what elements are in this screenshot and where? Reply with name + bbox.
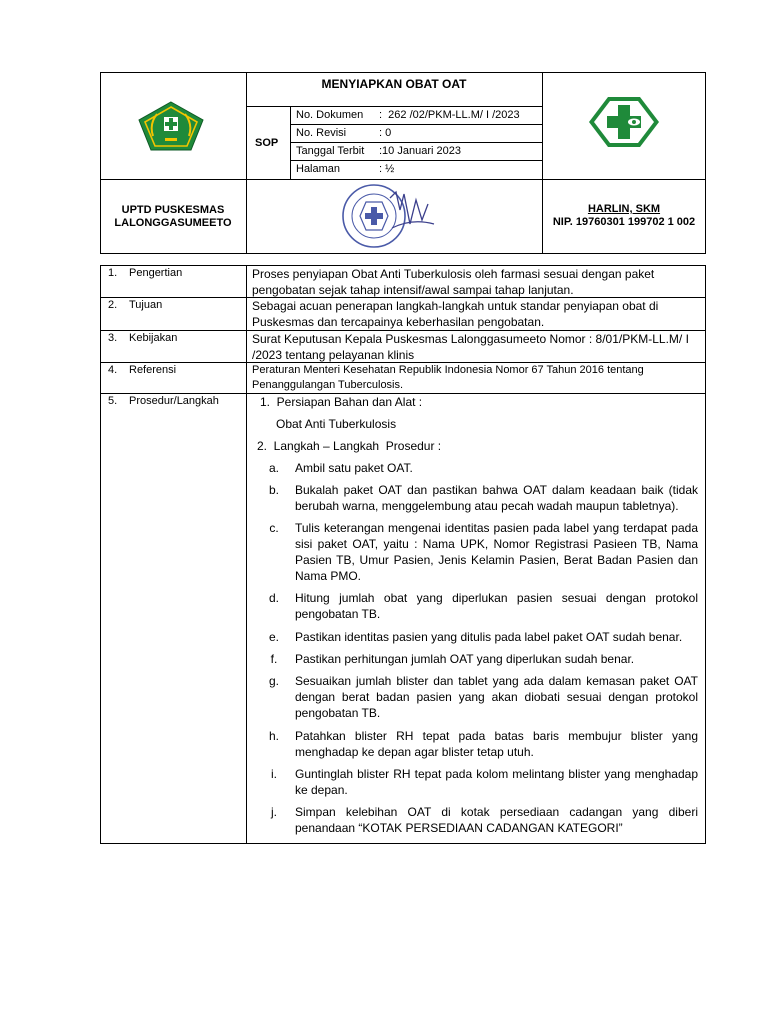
step-text: Pastikan perhitungan jumlah OAT yang diperlukan sudah benar. (295, 652, 635, 666)
procedure-heading-2: 2. Langkah – Langkah Prosedur : (257, 439, 442, 453)
section-number: 5. (108, 395, 118, 407)
meta-value-no-revisi: : 0 (379, 127, 392, 139)
section-content-pengertian: Proses penyiapan Obat Anti Tuberkulosis oleh farmasi sesuai dengan paket pengobatan sejak tahap intensif/awal sampai tahap lanjutan. (252, 267, 655, 297)
step-marker: f. (270, 652, 278, 666)
section-label-pengertian: Pengertian (129, 267, 183, 279)
step-marker: b. (268, 483, 279, 497)
step-text: Pastikan identitas pasien yang ditulis pada label paket OAT sudah benar. (295, 630, 683, 644)
section-number: 2. (108, 299, 118, 311)
signer-nip: NIP. 19760301 199702 1 002 (552, 216, 696, 228)
step-text: Tulis keterangan mengenai identitas pasien pada label yang terdapat pada sisi paket OAT, yaitu : Nama UPK, Nomor Registrasi Pasieen TB, Nama Pasien TB, Umur Pasien, Jenis Kelamin Pasien, Berat Badan Pasien dan Nama PMO. (295, 521, 698, 583)
step-marker: h. (268, 729, 279, 743)
org-name-line2: LALONGGASUMEETO (114, 217, 232, 229)
step-marker: e. (268, 630, 279, 644)
step-text: Guntinglah blister RH tepat pada kolom melintang blister yang menghadap ke depan. (295, 767, 698, 797)
step-text: Sesuaikan jumlah blister dan tablet yang ada dalam kemasan paket OAT dengan berat badan pasien yang akan diobati sesuai dengan protokol pengobatan TB. (295, 674, 698, 720)
health-cross-logo (588, 96, 660, 148)
procedure-material: Obat Anti Tuberkulosis (276, 417, 397, 431)
puskesmas-logo (137, 100, 205, 152)
step-marker: i. (271, 767, 277, 781)
step-text: Hitung jumlah obat yang diperlukan pasien sesuai dengan protokol pengobatan TB. (295, 591, 698, 621)
section-label-kebijakan: Kebijakan (129, 332, 178, 344)
step-text: Simpan kelebihan OAT di kotak persediaan cadangan yang diberi penandaan “KOTAK PERSEDIAAN CADANGAN KATEGORI” (295, 805, 698, 835)
meta-value-tanggal-terbit: :10 Januari 2023 (379, 145, 461, 157)
section-number: 1. (108, 267, 118, 279)
document-title: MENYIAPKAN OBAT OAT (321, 77, 467, 91)
meta-label-halaman: Halaman (296, 163, 341, 175)
signer-name: HARLIN, SKM (587, 203, 661, 215)
procedure-heading-1: 1. Persiapan Bahan dan Alat : (260, 395, 423, 409)
step-marker: c. (269, 521, 279, 535)
section-content-tujuan: Sebagai acuan penerapan langkah-langkah untuk standar penyiapan obat di Puskesmas dan tercapainya keberhasilan pengobatan. (252, 299, 659, 329)
step-marker: g. (268, 674, 279, 688)
meta-label-no-revisi: No. Revisi (296, 127, 347, 139)
section-label-tujuan: Tujuan (129, 299, 163, 311)
step-text: Bukalah paket OAT dan pastikan bahwa OAT dalam keadaan baik (tidak berubah warna, menggelembung atau pecah wadah maupun tabletnya). (295, 483, 698, 513)
section-label-prosedur: Prosedur/Langkah (129, 395, 219, 407)
sop-label: SOP (255, 137, 279, 149)
section-number: 3. (108, 332, 118, 344)
step-text: Ambil satu paket OAT. (295, 461, 413, 475)
step-text: Patahkan blister RH tepat pada batas baris membujur blister yang menghadap ke depan agar blister tetap utuh. (295, 729, 698, 759)
step-marker: d. (268, 591, 279, 605)
section-content-referensi: Peraturan Menteri Kesehatan Republik Indonesia Nomor 67 Tahun 2016 tentang Penanggulangan Tuberculosis. (252, 364, 644, 391)
meta-value-no-dokumen: : 262 /02/PKM-LL.M/ I /2023 (379, 109, 520, 121)
section-content-kebijakan: Surat Keputusan Kepala Puskesmas Lalonggasumeeto Nomor : 8/01/PKM-LL.M/ I /2023 tentang pelayanan klinis (252, 332, 689, 362)
meta-label-tanggal-terbit: Tanggal Terbit (296, 145, 365, 157)
official-stamp (330, 180, 440, 250)
step-marker: a. (268, 461, 279, 475)
step-marker: j. (271, 805, 277, 819)
org-name-line1: UPTD PUSKESMAS (121, 204, 225, 216)
meta-value-halaman: : ½ (379, 163, 395, 175)
section-label-referensi: Referensi (129, 364, 177, 376)
section-number: 4. (108, 364, 118, 376)
meta-label-no-dokumen: No. Dokumen (296, 109, 364, 121)
